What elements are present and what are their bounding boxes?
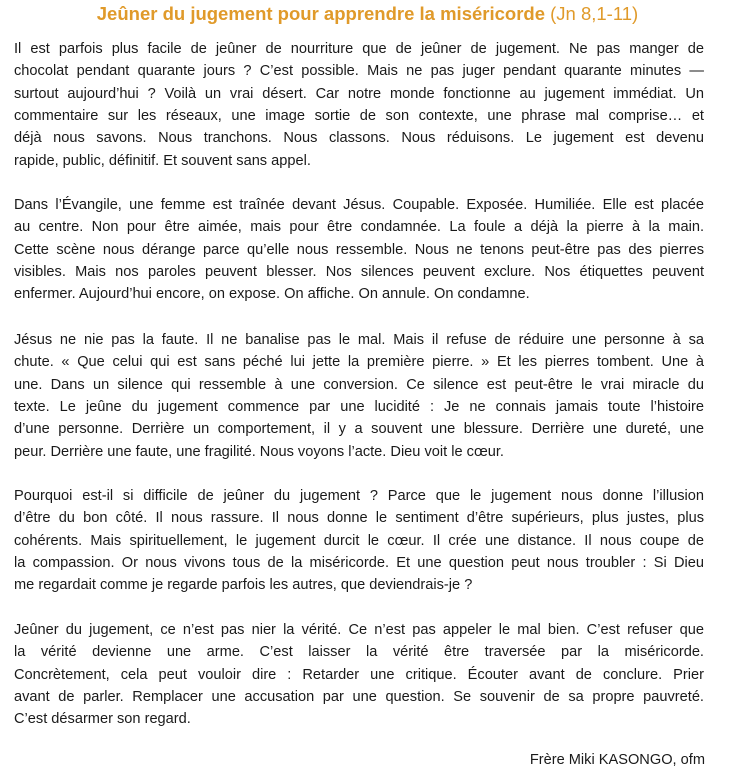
title-main: Jeûner du jugement pour apprendre la miséricorde [96, 3, 545, 24]
paragraph-1 [14, 38, 704, 172]
paragraph-4 [14, 485, 704, 597]
text-line: rapide, public, définitif. Et souvent sans appel. [14, 152, 311, 169]
text-line: surtout aujourd’hui ? Voilà un vrai désert. Car notre monde fonctionne au jugement immédiat. Un [14, 85, 704, 102]
text-line: la compassion. Or nous vivons tous de la miséricorde. Et une question peut nous troubler : Si Dieu [14, 555, 704, 572]
author-signature: Frère Miki KASONGO, ofm [529, 752, 705, 768]
text-line: d’une personne. Derrière un comportement, il y a souvent une blessure. Derrière une dureté, une [14, 421, 704, 438]
text-line: Jésus ne nie pas la faute. Il ne banalise pas le mal. Mais il refuse de réduire une personne à sa [14, 332, 704, 348]
text-line: d’être du bon côté. Il nous rassure. Il nous donne le sentiment d’être supérieurs, plus justes, plus [14, 510, 704, 527]
text-line: peur. Derrière une faute, une fragilité. Nous voyons l’acte. Dieu voit le cœur. [14, 443, 504, 460]
title-scripture-reference: (Jn 8,1-11) [550, 3, 639, 24]
text-line: commentaire sur les réseaux, une image sortie de son contexte, une phrase mal comprise… et [14, 108, 704, 125]
text-line: chocolat pendant quarante jours ? C’est possible. Mais ne pas juger pendant quarante minutes — [14, 63, 704, 80]
paragraph-3 [14, 329, 704, 463]
text-line: une. Dans un silence qui ressemble à une conversion. Ce silence est peut-être le vrai miracle du [14, 376, 704, 393]
paragraph-2 [14, 194, 704, 306]
text-line: Pourquoi est-il si difficile de jeûner du jugement ? Parce que le jugement nous donne l’illusion [14, 488, 704, 504]
text-line: enfermer. Aujourd’hui encore, on expose. On affiche. On annule. On condamne. [14, 286, 530, 303]
text-line: au centre. Non pour être aimée, mais pour être condamnée. La foule a déjà la pierre à la main. [14, 219, 704, 236]
text-line: me regardait comme je regarde parfois les autres, que deviendrais-je ? [14, 577, 473, 594]
text-line: Cette scène nous dérange parce qu’elle nous ressemble. Nous ne tenons peut-être pas des pierres [14, 241, 704, 258]
text-line: texte. Le jeûne du jugement commence par une lucidité : Je ne connais jamais toute l’histoire [14, 399, 704, 416]
text-line: chute. « Que celui qui est sans péché lui jette la première pierre. » Et les pierres tombent. Une à [14, 354, 704, 371]
paragraph-5 [14, 619, 704, 731]
text-line: Dans l’Évangile, une femme est traînée devant Jésus. Coupable. Exposée. Humiliée. Elle est placée [14, 197, 704, 213]
text-line: Concrètement, cela peut vouloir dire : Retarder une critique. Écouter avant de conclure. Prier [14, 666, 704, 683]
text-line: cohérents. Mais spirituellement, le jugement durcit le cœur. Il crée une distance. Il nous coupe de [14, 532, 704, 549]
text-line: déjà nous savons. Nous tranchons. Nous classons. Nous réduisons. Le jugement est devenu [14, 130, 704, 147]
text-line: la vérité devienne une arme. C’est laisser la vérité être traversée par la miséricorde. [14, 644, 704, 661]
text-line: C’est désarmer son regard. [14, 711, 191, 728]
text-line: visibles. Mais nos paroles peuvent blesser. Nos silences peuvent exclure. Nos étiquettes peuvent [14, 264, 704, 281]
text-line: avant de parler. Remplacer une accusation par une question. Se souvenir de sa propre pauvreté. [14, 689, 704, 706]
text-line: Il est parfois plus facile de jeûner de nourriture que de jeûner de jugement. Ne pas manger de [14, 41, 704, 57]
article-title [0, 2, 735, 26]
text-line: Jeûner du jugement, ce n’est pas nier la vérité. Ce n’est pas appeler le mal bien. C’est refuser que [14, 622, 704, 638]
